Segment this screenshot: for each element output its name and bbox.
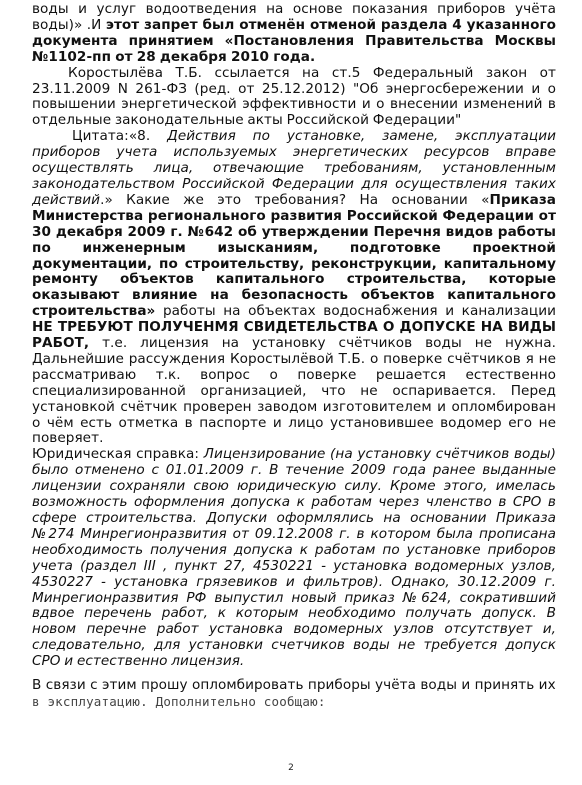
legal-reference-label: Юридическая справка: — [32, 446, 204, 463]
paragraph-federal-law — [32, 66, 556, 130]
quote-question-text: .» Какие же это требования? На основании « — [100, 191, 490, 208]
paragraph-request — [32, 678, 556, 711]
request-line-2: в эксплуатацию. Дополнительно сообщаю: — [32, 693, 326, 709]
paragraph-quote-and-order — [32, 129, 556, 447]
no-permit-required-bold-text: НЕ ТРЕБУЮТ ПОЛУЧЕНМЯ СВИДЕТЕЛЬСТВА О ДОПУСКЕ НА ВИДЫ РАБОТ, — [32, 319, 556, 352]
legal-reference-italic-text: Лицензирование (на установку счётчиков воды) было отменено с 01.01.2009 г. В течение 2009 года ранее выданные лицензии сохраняли свою юридическую силу. Кроме этого, имелась возможность оформления допуска к работам через членство в СРО в сфере строительства. Допуски оформлялись на основании Приказа №274 Минрегионразвития от 09.12.2008 г. в котором была прописана необходимость получения допуска к работам по установке приборов учета (раздел III , пункт 27, 4530221 - установка водомерных узлов, 4530227 - установка грязевиков и фильтров). Однако, 30.12.2009 г. Минрегионразвития РФ выпустил новый приказ №624, сокративший вдвое перечень работ, к которым необходимо получать допуск. В новом перечне работ установка водомерных узлов отсутствует и, следовательно, для установки счетчиков воды не требуется допуск СРО и естественно лицензия. — [32, 446, 556, 670]
meter-ban-text: воды и услуг водоотведения на основе показания приборов учёта воды)» .И — [32, 1, 556, 33]
paragraph-legal-reference — [32, 447, 556, 670]
federal-law-text: Коростылёва Т.Б. ссылается на ст.5 Федеральный закон от 23.11.2009 N 261-ФЗ (ред. от 25.12.2012) "Об энергосбережении и о повышении энергетической эффективности и о внесении изменений в отдельные законодательные акты Российской Федерации" — [32, 64, 556, 129]
request-line-1: В связи с этим прошу опломбировать приборы учёта воды и принять их — [32, 677, 556, 694]
document-page — [32, 2, 556, 711]
page-number: 2 — [288, 763, 294, 773]
ban-cancelled-bold-text: этот запрет был отменён отменой раздела 4 указанного документа принятием «Постановления Правительства Москвы №1102-пп от 28 декабря 2010 года. — [32, 16, 556, 65]
water-supply-text: работы на объектах водоснабжения и канализации — [155, 303, 556, 320]
quote-italic-text: Действия по установке, замене, эксплуатации приборов учета используемых энергетических ресурсов вправе осуществлять лица, отвечающие требованиям, установленным законодательством Российской Федерации для осуществления таких действий — [32, 128, 556, 208]
ministry-order-bold-text: Приказа Министерства регионального развития Российской Федерации от 30 декабря 2009 г. №642 об утверждении Перечня видов работы по инженерным изысканиям, подготовке проектной документации, по строительству, реконструкции, капитальному ремонту объектов капитального строительства, которые оказывают влияние на безопасность объектов капитального строительства» — [32, 191, 556, 320]
meter-verification-text: т.е. лицензия на установку счётчиков воды не нужна. Дальнейшие рассуждения Коростылёвой Т.Б. о поверке счётчиков я не рассматриваю т.к. вопрос о поверке решается естественно специализированной организацией, что не оспаривается. Перед установкой счётчик проверен заводом изготовителем и опломбирован о чём есть отметка в паспорте и лицо установившее водомер его не поверяет. — [32, 335, 556, 447]
paragraph-meter-ban — [32, 2, 556, 66]
quote-intro: Цитата:«8. — [72, 128, 151, 145]
